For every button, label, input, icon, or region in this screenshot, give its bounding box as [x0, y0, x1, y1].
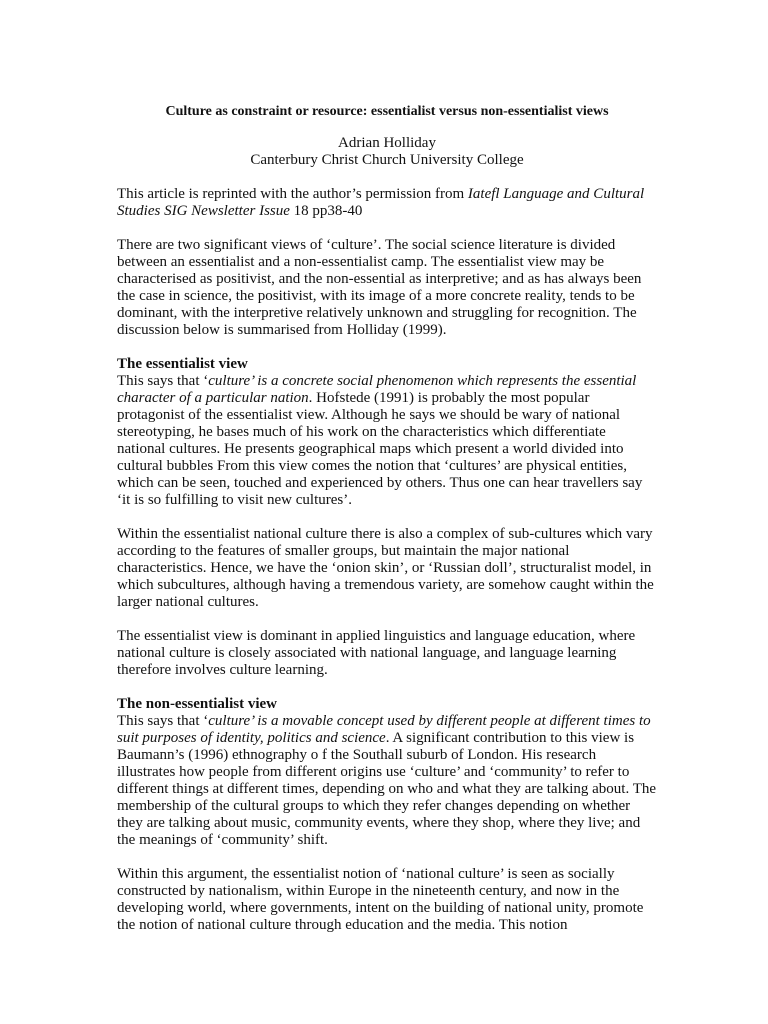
reprint-pre: This article is reprinted with the author’s permission from — [117, 186, 468, 202]
author-block — [117, 135, 657, 169]
essentialist-p1-pre: This says that ‘ — [117, 373, 209, 389]
page-title: Culture as constraint or resource: essentialist versus non-essentialist views — [165, 104, 609, 119]
non-essentialist-p1-post: . A significant contribution to this view is Baumann’s (1996) ethnography o f the Southall suburb of London. His research illustrates how people from different origins use ‘culture’ and ‘community’ to refer to different things at different times, depending on who and what they are talking about. The membership of the cultural groups to which they refer changes depending on whether they are talking about music, community events, where they shop, where they live; and the meanings of ‘community’ shift. — [117, 730, 657, 848]
essentialist-paragraph-2: Within the essentialist national culture there is also a complex of sub-cultures which vary according to the features of smaller groups, but maintain the major national characteristics. Hence, we have the ‘onion skin’, or ‘Russian doll’, structuralist model, in which subcultures, although having a tremendous variety, are somehow caught within the larger national cultures. — [117, 526, 654, 610]
non-essentialist-p1-em: culture’ is a movable concept used by different people at different times to suit purposes of identity, politics and science — [117, 713, 651, 746]
essentialist-p1-post: . Hofstede (1991) is probably the most popular protagonist of the essentialist view. Although he says we should be wary of national stereotyping, he bases much of his work on the characteristics which differentiate national cultures. He presents geographical maps which present a world divided into cultural bubbles From this view comes the notion that ‘cultures’ are physical entities, which can be seen, touched and experienced by others. Thus one can hear travellers say ‘it is so fulfilling to visit new cultures’. — [117, 390, 643, 508]
non-essentialist-heading: The non-essentialist view — [117, 696, 278, 712]
non-essentialist-p1-pre: This says that ‘ — [117, 713, 209, 729]
essentialist-paragraph-3: The essentialist view is dominant in applied linguistics and language education, where national culture is closely associated with national language, and language learning therefore involves culture learning. — [117, 628, 636, 678]
document-page — [117, 103, 657, 951]
author-name: Adrian Holliday — [338, 135, 436, 151]
essentialist-p1-em: culture’ is a concrete social phenomenon which represents the essential character of a particular nation — [117, 373, 637, 406]
intro-paragraph: There are two significant views of ‘culture’. The social science literature is divided between an essentialist and a non-essentialist camp. The essentialist view may be characterised as positivist, and the non-essential as interpretive; and as has always been the case in science, the positivist, with its image of a more concrete reality, tends to be dominant, with the interpretive relatively unknown and struggling for recognition. The discussion below is summarised from Holliday (1999). — [117, 237, 642, 338]
non-essentialist-paragraph-2: Within this argument, the essentialist notion of ‘national culture’ is seen as socially constructed by nationalism, within Europe in the nineteenth century, and now in the developing world, where governments, intent on the building of national unity, promote the notion of national culture through education and the media. This notion — [117, 866, 644, 933]
essentialist-section — [117, 356, 657, 509]
reprint-post: 18 pp38-40 — [289, 203, 363, 219]
reprint-note — [117, 186, 657, 220]
author-affiliation: Canterbury Christ Church University College — [250, 152, 524, 168]
essentialist-heading: The essentialist view — [117, 356, 248, 372]
reprint-journal: Iatefl Language and Cultural Studies SIG Newsletter Issue — [117, 186, 645, 219]
non-essentialist-section — [117, 696, 657, 849]
